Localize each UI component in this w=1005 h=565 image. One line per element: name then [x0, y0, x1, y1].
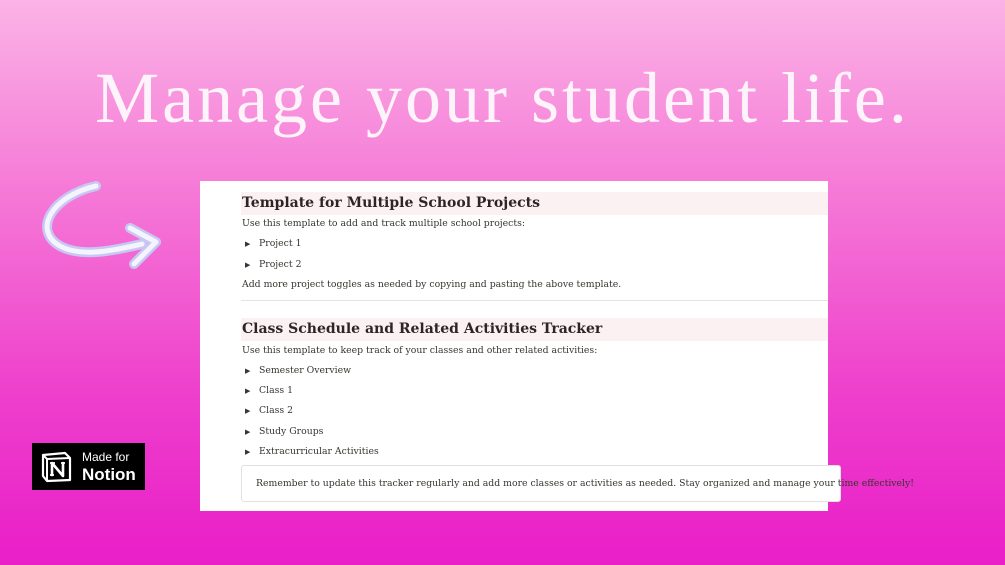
hero-title: Manage your student life. — [95, 58, 910, 138]
notion-logo-icon — [38, 449, 74, 485]
toggle-study-groups[interactable]: ▶ Study Groups — [245, 426, 324, 437]
section-divider — [241, 300, 828, 301]
notion-page-preview — [200, 181, 915, 511]
projects-footer-note: Add more project toggles as needed by copying and pasting the above template. — [242, 279, 622, 290]
toggle-class-2[interactable]: ▶ Class 2 — [245, 405, 294, 416]
badge-line-1: Made for — [82, 449, 130, 464]
toggle-triangle-icon: ▶ — [245, 367, 251, 375]
section-heading-class-schedule: Class Schedule and Related Activities Tracker — [241, 318, 828, 341]
toggle-class-1[interactable]: ▶ Class 1 — [245, 385, 294, 396]
toggle-triangle-icon: ▶ — [245, 407, 251, 415]
toggle-triangle-icon: ▶ — [245, 448, 251, 456]
badge-line-2: Notion — [82, 464, 136, 484]
reminder-callout: Remember to update this tracker regularly and add more classes or activities as needed. Stay organized and manage your time effectively! — [241, 465, 841, 502]
made-for-notion-badge — [32, 443, 145, 490]
toggle-project-2[interactable]: ▶ Project 2 — [245, 259, 302, 270]
section-heading-projects: Template for Multiple School Projects — [241, 192, 828, 215]
curved-arrow-icon — [38, 178, 166, 276]
toggle-semester-overview[interactable]: ▶ Semester Overview — [245, 365, 352, 376]
toggle-extracurricular-activities[interactable]: ▶ Extracurricular Activities — [245, 446, 379, 457]
toggle-triangle-icon: ▶ — [245, 428, 251, 436]
class-schedule-description: Use this template to keep track of your classes and other related activities: — [242, 345, 598, 356]
projects-description: Use this template to add and track multiple school projects: — [242, 218, 526, 229]
toggle-triangle-icon: ▶ — [245, 261, 251, 269]
badge-text — [82, 451, 136, 483]
toggle-triangle-icon: ▶ — [245, 240, 251, 248]
toggle-project-1[interactable]: ▶ Project 1 — [245, 238, 302, 249]
toggle-triangle-icon: ▶ — [245, 387, 251, 395]
